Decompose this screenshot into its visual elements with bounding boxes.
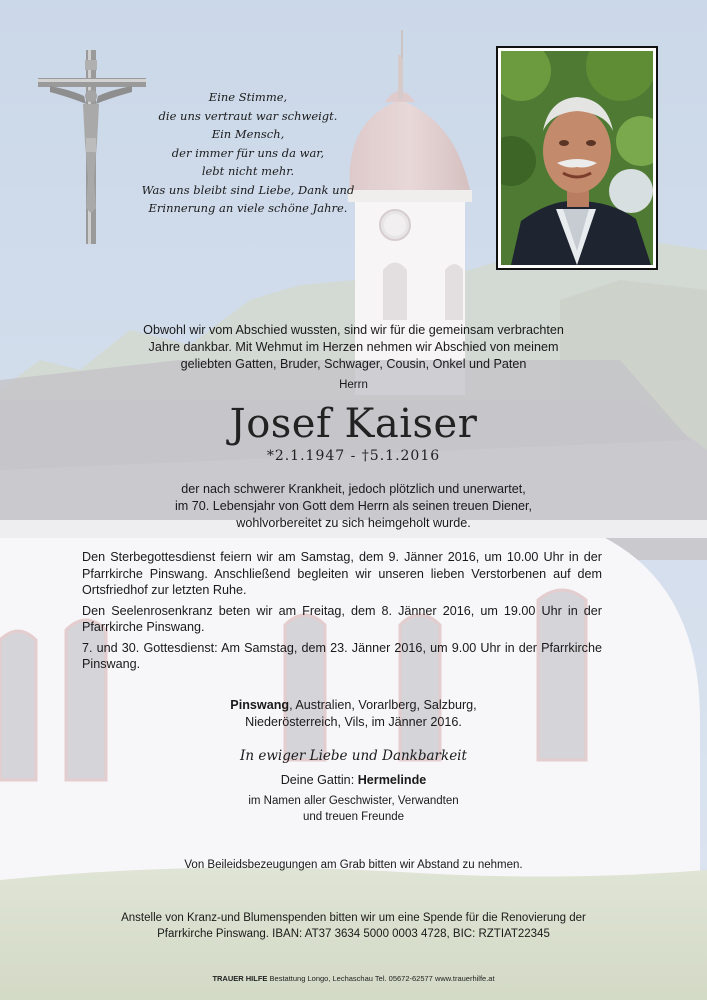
passing-line: der nach schwerer Krankheit, jedoch plötzlich und unerwartet, bbox=[181, 482, 526, 496]
town-name: Pinswang bbox=[230, 698, 290, 712]
poem-line: Eine Stimme, bbox=[208, 90, 288, 104]
family-line: und treuen Freunde bbox=[302, 811, 405, 823]
portrait-photo bbox=[496, 46, 658, 270]
footer bbox=[0, 974, 707, 983]
poem-line: der immer für uns da war, bbox=[171, 145, 325, 160]
footer-details: Bestattung Longo, Lechaschau Tel. 05672-62577 www.trauerhilfe.at bbox=[269, 974, 495, 983]
passing-line: wohlvorbereitet zu sich heimgeholt wurde. bbox=[236, 516, 471, 530]
intro-line: Jahre dankbar. Mit Wehmut im Herzen nehmen wir Abschied von meinem bbox=[148, 340, 559, 354]
memorial-masses: 7. und 30. Gottesdienst: Am Samstag, dem 23. Jänner 2016, um 9.00 Uhr in der Pfarrkirche Pinswang. bbox=[82, 640, 602, 671]
footer-brand: TRAUER HILFE bbox=[212, 974, 268, 983]
spouse-label: Deine Gattin: bbox=[280, 773, 358, 787]
intro-text bbox=[90, 322, 617, 373]
poem-line: Was uns bleibt sind Liebe, Dank und bbox=[141, 182, 355, 197]
memorial-poem bbox=[118, 88, 378, 218]
family-text bbox=[90, 793, 617, 825]
place-and-date bbox=[90, 697, 617, 731]
donation-line: Anstelle von Kranz-und Blumenspenden bitten wir um eine Spende für die Renovierung der bbox=[121, 912, 586, 924]
passing-line: im 70. Lebensjahr von Gott dem Herrn als seinen treuen Diener, bbox=[174, 499, 532, 513]
funeral-service: Den Sterbegottesdienst feiern wir am Samstag, dem 9. Jänner 2016, um 10.00 Uhr in der Pfarrkirche Pinswang. Anschließend begleiten wir unseren lieben Verstorbenen auf dem Ortsfriedhof zur letzten Ruhe. bbox=[82, 550, 602, 597]
life-dates: *2.1.1947 - †5.1.2016 bbox=[266, 448, 441, 464]
service-details bbox=[82, 549, 602, 677]
donation-line: Pfarrkirche Pinswang. IBAN: AT37 3634 5000 0003 4728, BIC: RZTIAT22345 bbox=[157, 928, 550, 940]
poem-line: die uns vertraut war schweigt. bbox=[158, 108, 338, 123]
place-list: , Australien, Vorarlberg, Salzburg, bbox=[289, 698, 477, 712]
place-line: Niederösterreich, Vils, im Jänner 2016. bbox=[245, 715, 462, 729]
salutation: Herrn bbox=[339, 379, 368, 391]
portrait-image bbox=[501, 51, 653, 265]
poem-line: Ein Mensch, bbox=[211, 127, 285, 141]
spouse-line bbox=[90, 772, 617, 789]
condolence-note: Von Beileidsbezeugungen am Grab bitten wir Abstand zu nehmen. bbox=[184, 859, 523, 871]
deceased-name: Josef Kaiser bbox=[229, 401, 478, 447]
closing-motto: In ewiger Liebe und Dankbarkeit bbox=[240, 748, 467, 764]
poem-line: lebt nicht mehr. bbox=[201, 164, 295, 178]
donation-note bbox=[60, 910, 647, 942]
intro-line: Obwohl wir vom Abschied wussten, sind wir für die gemeinsam verbrachten bbox=[143, 323, 564, 337]
poem-line: Erinnerung an viele schöne Jahre. bbox=[148, 201, 348, 215]
rosary-service: Den Seelenrosenkranz beten wir am Freitag, dem 8. Jänner 2016, um 19.00 Uhr in der Pfarrkirche Pinswang. bbox=[82, 603, 602, 634]
intro-line: geliebten Gatten, Bruder, Schwager, Cousin, Onkel und Paten bbox=[180, 357, 527, 371]
spouse-name: Hermelinde bbox=[357, 773, 427, 787]
family-line: im Namen aller Geschwister, Verwandten bbox=[248, 795, 459, 807]
passing-text bbox=[90, 481, 617, 532]
